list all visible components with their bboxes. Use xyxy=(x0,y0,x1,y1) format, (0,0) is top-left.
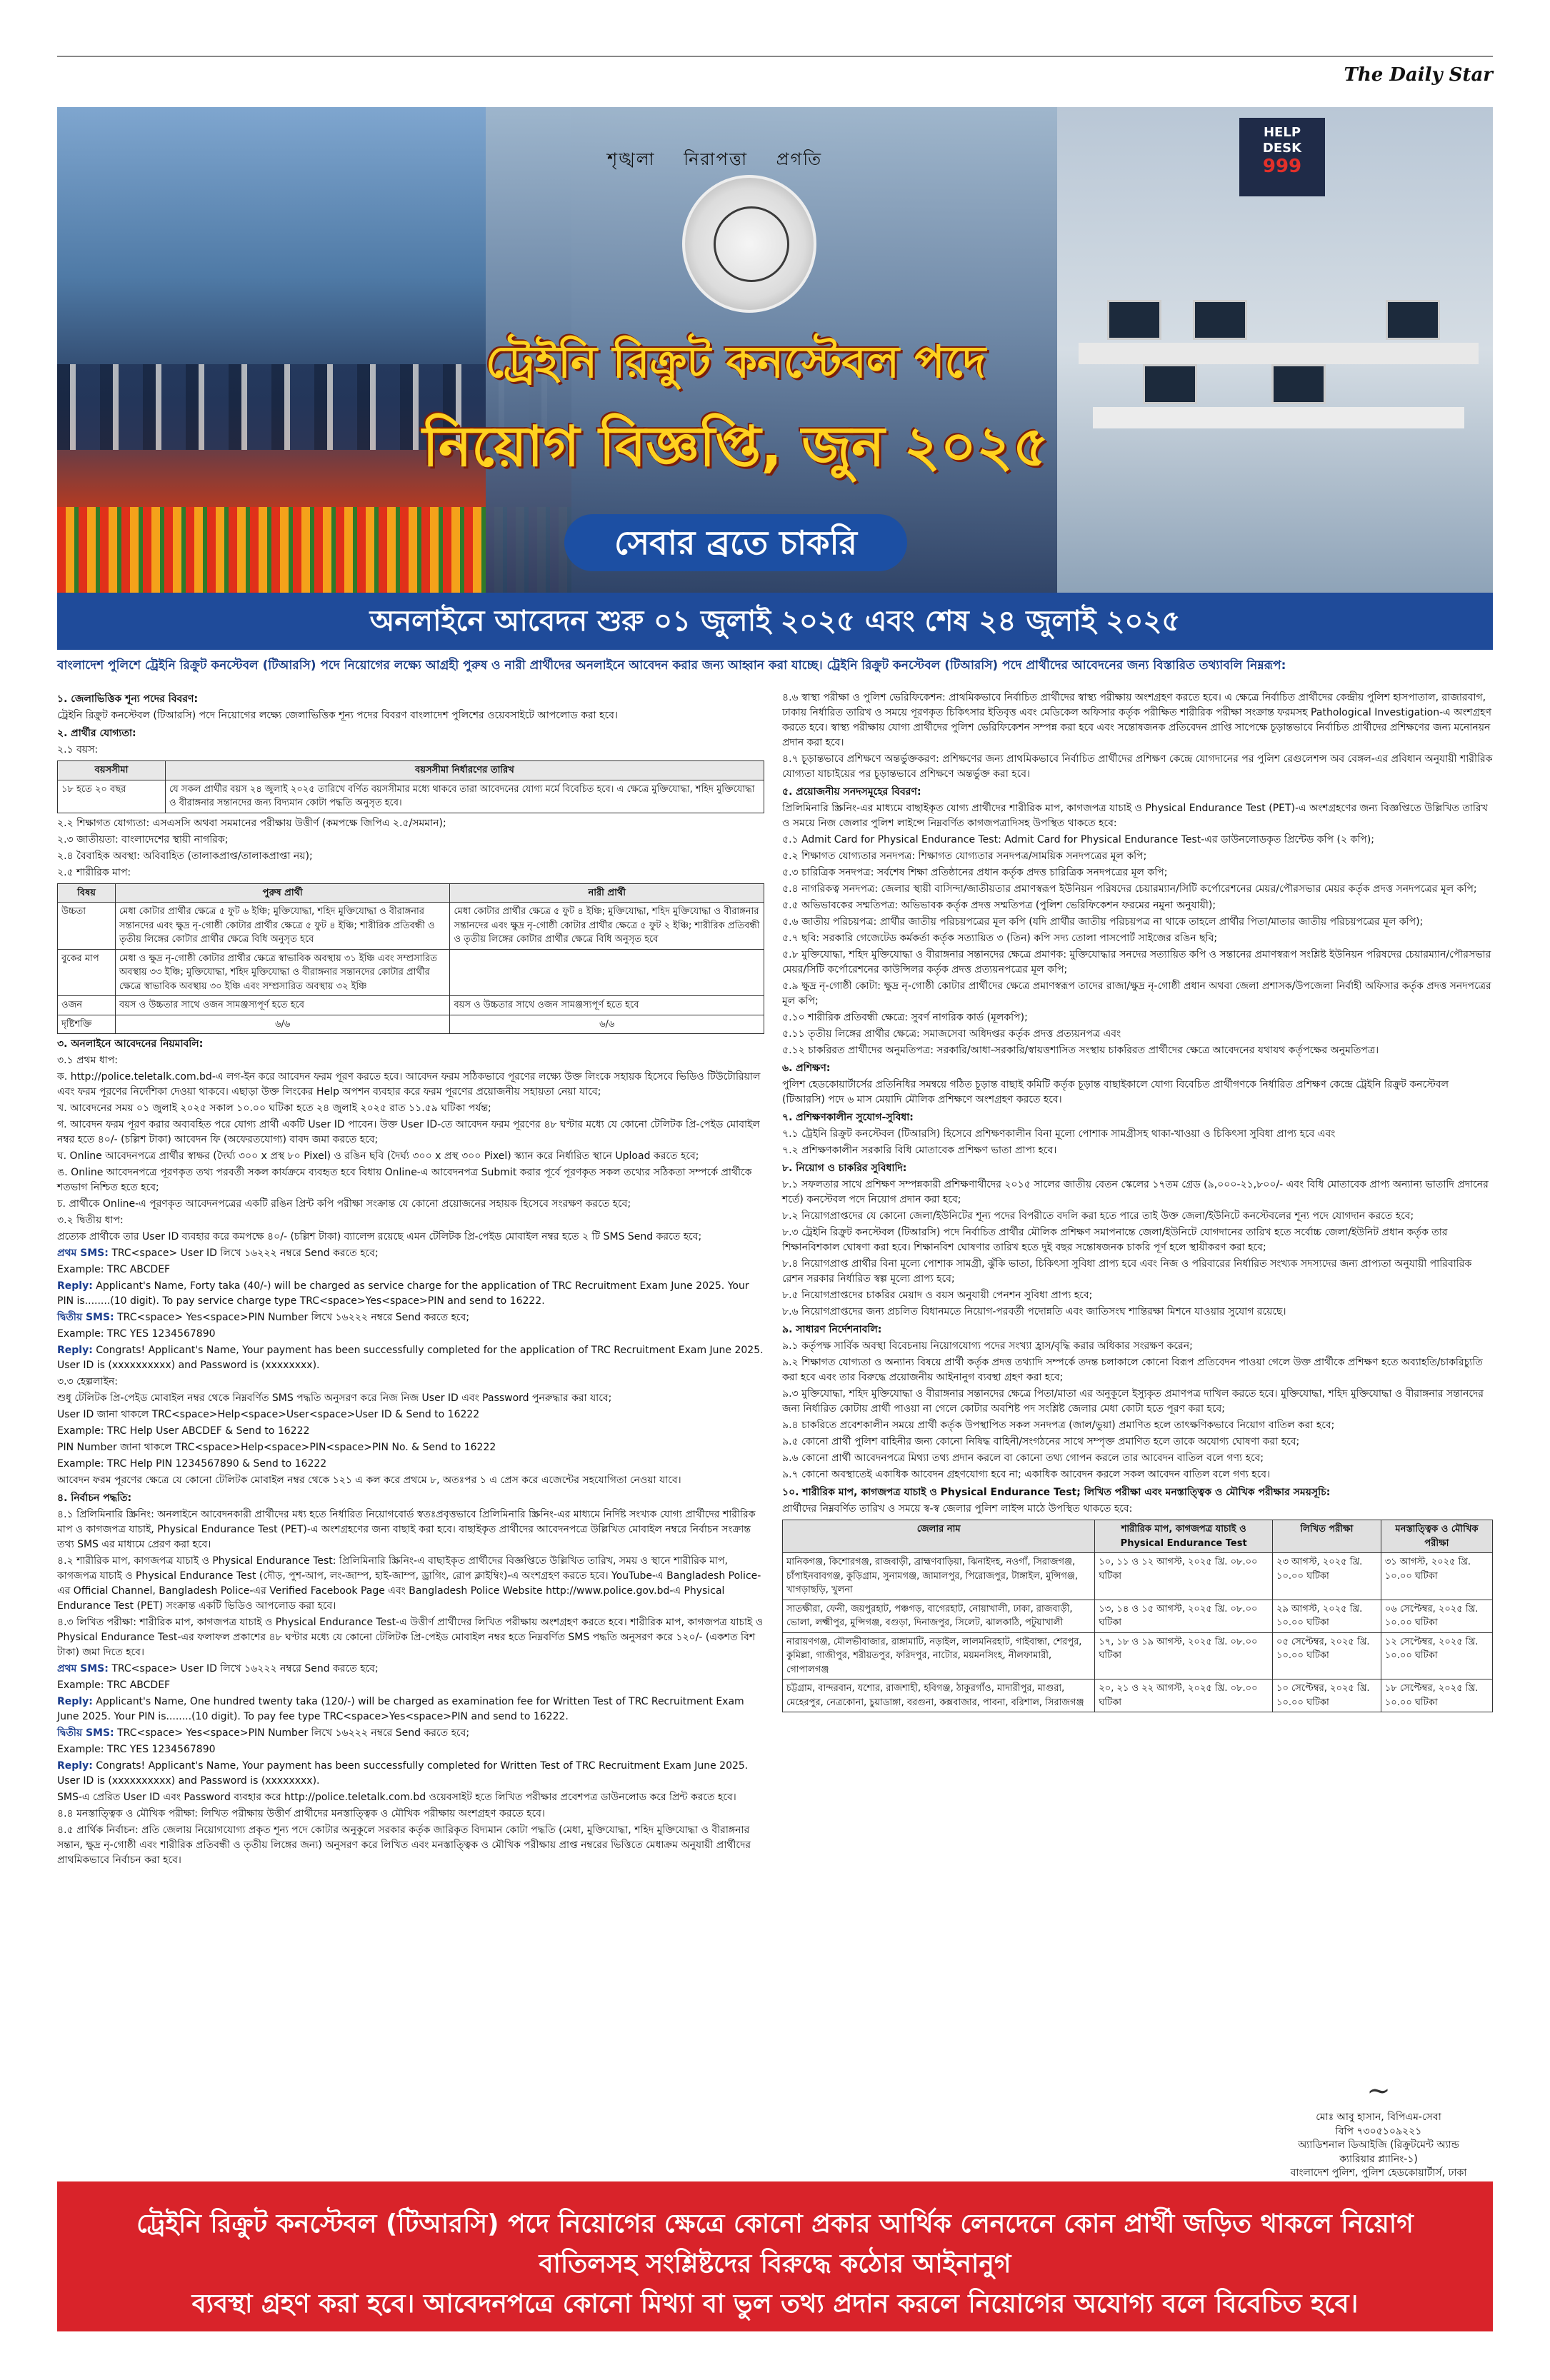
list-item: ৭.১ ট্রেইনি রিক্রুট কনস্টেবল (টিআরসি) হিসেবে প্রশিক্ষণকালীন বিনা মূল্যে পোশাক সামগ্রীসহ থাকা-খাওয়া ও চিকিৎসা সুবিধা প্রাপ্য হবে এবং xyxy=(782,1128,1336,1140)
list-item: ৫.১০ শারীরিক প্রতিবন্ধী ক্ষেত্রে: সুবর্ণ নাগরিক কার্ড (মূলকপি); xyxy=(782,1012,1028,1023)
paragraph: SMS-এ প্রেরিত User ID এবং Password ব্যবহার করে http://police.teletalk.com.bd ওয়েবসাইট হতে লিখিত পরীক্ষার প্রবেশপত্র ডাউনলোড করে প্রিন্ট করতে হবে। xyxy=(57,1792,736,1803)
table-header: মনস্তাত্ত্বিক ও মৌখিক পরীক্ষা xyxy=(1381,1520,1492,1553)
sms-text: TRC<space> Yes<space>PIN Number লিখে ১৬২২২ নম্বরে Send করতে হবে; xyxy=(117,1312,470,1323)
section-heading: ৬. প্রশিক্ষণ: xyxy=(782,1063,831,1074)
paragraph: ৩.৩ হেল্পলাইন: xyxy=(57,1376,118,1387)
reply-label: Reply: xyxy=(57,1760,93,1772)
section-heading: ৩. অনলাইনে আবেদনের নিয়মাবলি: xyxy=(57,1038,204,1050)
table-cell: ২৯ আগস্ট, ২০২৫ খ্রি. ১০.০০ ঘটিকা xyxy=(1273,1600,1381,1632)
section-heading: ৯. সাধারণ নির্দেশনাবলি: xyxy=(782,1324,882,1335)
paragraph: ৪.৪ মনস্তাত্ত্বিক ও মৌখিক পরীক্ষা: লিখিত পরীক্ষায় উত্তীর্ণ প্রার্থীদের মনস্তাত্ত্বিক ও মৌখিক পরীক্ষায় অংশগ্রহণ করতে হবে। xyxy=(57,1808,545,1819)
table-row xyxy=(783,1632,1493,1679)
sms-reply xyxy=(57,1759,764,1789)
table-cell: ০৬ সেপ্টেম্বর, ২০২৫ খ্রি. ১০.০০ ঘটিকা xyxy=(1381,1600,1492,1632)
table-header: বয়সসীমা xyxy=(58,761,166,780)
signatory-office: বাংলাদেশ পুলিশ, পুলিশ হেডকোয়ার্টার্স, ঢাকা xyxy=(1290,2167,1467,2179)
sms-label: প্রথম SMS: xyxy=(57,1247,109,1259)
sms-reply xyxy=(57,1343,764,1373)
paragraph: পুলিশ হেডকোয়ার্টার্সের প্রতিনিধির সমন্বয়ে গঠিত চূড়ান্ত বাছাই কমিটি কর্তৃক চূড়ান্ত বাছাইকালে যোগ্য বিবেচিত প্রার্থীগণকে নির্ধারিত প্রশিক্ষণ কেন্দ্রে ট্রেইনি রিক্রুট কনস্টেবল (টিআরসি) পদে ৬ মাস মেয়াদি মৌলিক প্রশিক্ষণে অংশগ্রহণ করতে হবে। xyxy=(782,1079,1449,1105)
sms-label: প্রথম SMS: xyxy=(57,1663,109,1674)
title-line-1: ট্রেইনি রিক্রুট কনস্টেবল পদে xyxy=(485,336,986,388)
paragraph: ৪.৭ চূড়ান্তভাবে প্রশিক্ষণে অন্তর্ভুক্তকরণ: প্রশিক্ষণের জন্য প্রাথমিকভাবে নির্বাচিত প্রার্থীদের প্রশিক্ষণ কেন্দ্রে যোগদানের পর পুলিশ রেগুলেশন্স অব বেঙ্গল-এর প্রবিধান অনুযায়ী শারীরিক যোগ্যতা যাচাইয়ের পর চূড়ান্তভাবে প্রশিক্ষণে অন্তর্ভুক্ত করা হবে। xyxy=(782,753,1493,780)
help-desk-sign xyxy=(1239,118,1325,196)
sms-text: TRC<space> User ID লিখে ১৬২২২ নম্বরে Send করতে হবে; xyxy=(111,1247,379,1259)
paragraph: ৪.৫ প্রার্থিক নির্বাচন: প্রতি জেলায় নিয়োগযোগ্য প্রকৃত শূন্য পদে কোটার অনুকূলে সরকার কর্তৃক জারিকৃত বিদ্যমান কোটা পদ্ধতি (মেধা, মুক্তিযোদ্ধা, শহিদ মুক্তিযোদ্ধা ও বীরাঙ্গনার সন্তান, ক্ষুদ্র নৃ-গোষ্ঠী এবং শারীরিক প্রতিবন্ধী ও তৃতীয় লিঙ্গের জন্য) অনুসরণ করে লিখিত এবং মনস্তাত্ত্বিক ও মৌখিক পরীক্ষায় প্রাপ্ত নম্বরের ভিত্তিতে মেধাক্রম অনুযায়ী প্রার্থীদের প্রাথমিকভাবে নির্বাচন করা হবে। xyxy=(57,1824,751,1866)
table-cell: মেধা কোটার প্রার্থীর ক্ষেত্রে ৫ ফুট ৪ ইঞ্চি; মুক্তিযোদ্ধা, শহিদ মুক্তিযোদ্ধা ও বীরাঙ্গনার সন্তানদের এবং ক্ষুদ্র নৃ-গোষ্ঠী কোটার প্রার্থীর ক্ষেত্রে ৫ ফুট ২ ইঞ্চি; শারীরিক প্রতিবন্ধী ও তৃতীয় লিঙ্গের কোটার প্রার্থীর ক্ষেত্রে বিধি অনুসৃত হবে xyxy=(450,903,764,950)
list-item: ৮.৩ ট্রেইনি রিক্রুট কনস্টেবল (টিআরসি) পদে নির্বাচিত প্রার্থীর মৌলিক প্রশিক্ষণ সমাপনান্তে জেলা/ইউনিটে যোগদানের তারিখ হতে সর্বোচ্চ জেলা/ইউনিট প্রধান কর্তৃক তার শিক্ষানবিশকাল ঘোষণা করা হবে। শিক্ষানবিশ ঘোষণার তারিখ হতে দুই বছর সন্তোষজনক চাকরি পূর্ণ হলে স্থায়ীকরণ করা হবে; xyxy=(782,1227,1448,1253)
table-header: বয়সসীমা নির্ধারণের তারিখ xyxy=(166,761,764,780)
sms-example: Example: TRC YES 1234567890 xyxy=(57,1744,216,1755)
table-row xyxy=(783,1553,1493,1600)
help-desk-line2: DESK xyxy=(1262,140,1302,156)
list-item: ৫.৭ ছবি: সরকারি গেজেটেড কর্মকর্তা কর্তৃক সত্যায়িত ৩ (তিন) কপি সদ্য তোলা পাসপোর্ট সাইজের রঙিন ছবি; xyxy=(782,933,1218,944)
list-item: ৫.৩ চারিত্রিক সনদপত্র: সর্বশেষ শিক্ষা প্রতিষ্ঠানের প্রধান কর্তৃক প্রদত্ত চারিত্রিক সনদপত্রের মূল কপি; xyxy=(782,867,1168,878)
table-header: নারী প্রার্থী xyxy=(450,883,764,903)
table-cell: চট্টগ্রাম, বান্দরবান, যশোর, রাজশাহী, হবিগঞ্জ, ঠাকুরগাঁও, মাদারীপুর, মাগুরা, মেহেরপুর, নেত্রকোনা, চুয়াডাঙ্গা, বরগুনা, কক্সবাজার, পাবনা, বরিশাল, সিরাজগঞ্জ xyxy=(783,1679,1095,1712)
table-cell xyxy=(450,949,764,996)
paragraph: প্রিলিমিনারি স্ক্রিনিং-এর মাধ্যমে বাছাইকৃত যোগ্য প্রার্থীদের শারীরিক মাপ, কাগজপত্র যাচাই ও Physical Endurance Test (PET)-এ অংশগ্রহণের জন্য বিজ্ঞপ্তিতে উল্লিখিত তারিখ ও সময়ে নিজ জেলার পুলিশ লাইন্সে নিম্নবর্ণিত কাগজপত্রাদিসহ উপস্থিত থাকতে হবে: xyxy=(782,803,1488,829)
list-item: ৫.১১ তৃতীয় লিঙ্গের প্রার্থীর ক্ষেত্রে: সমাজসেবা অধিদপ্তর কর্তৃক প্রদত্ত প্রত্যয়নপত্র এবং xyxy=(782,1028,1121,1040)
sms-label: দ্বিতীয় SMS: xyxy=(57,1727,114,1739)
table-cell: ১২ সেপ্টেম্বর, ২০২৫ খ্রি. ১০.০০ ঘটিকা xyxy=(1381,1632,1492,1679)
sms-text: TRC<space> User ID লিখে ১৬২২২ নম্বরে Send করতে হবে; xyxy=(111,1663,379,1674)
page-rule xyxy=(57,56,1493,57)
paragraph: ক. http://police.teletalk.com.bd-এ লগ-ইন করে আবেদন ফরম পূরণ করতে হবে। আবেদন ফরম সঠিকভাবে পূরণের লক্ষ্যে উক্ত লিংকে সহায়ক হিসেবে ভিডিও টিউটোরিয়াল এবং ফরম পূরণের নির্দেশিকা দেওয়া থাকবে। এছাড়া উক্ত লিংকের Help অপশন ব্যবহার করে ফরম পূরণের প্রয়োজনীয় সহায়তা নেয়া যাবে; xyxy=(57,1071,761,1098)
paragraph: ৪.৬ স্বাস্থ্য পরীক্ষা ও পুলিশ ভেরিফিকেশন: প্রাথমিকভাবে নির্বাচিত প্রার্থীদের স্বাস্থ্য পরীক্ষায় অংশগ্রহণ করতে হবে। এ ক্ষেত্রে নির্বাচিত প্রার্থীদের কেন্দ্রীয় পুলিশ হাসপাতাল, রাজারবাগ, ঢাকায় নির্ধারিত তারিখ ও সময়ে পূরণকৃত চিকিৎসার ইতিবৃত্ত এবং মেডিকেল অফিসার কর্তৃক পরীক্ষিত শারীরিক পরীক্ষা সংক্রান্ত ফরমসহ Pathological Investigation-এ অংশগ্রহণ করতে হবে। স্বাস্থ্য পরীক্ষায় যোগ্য প্রার্থীদের পুলিশ ভেরিফিকেশন সম্পন্ন করা হবে এবং সন্তোষজনক প্রতিবেদন প্রাপ্তি সাপেক্ষে চূড়ান্তভাবে নির্বাচিত প্রার্থীদের প্রশিক্ষণের জন্য মনোনয়ন প্রদান করা হবে। xyxy=(782,692,1491,748)
paragraph: User ID জানা থাকলে TRC<space>Help<space>User<space>User ID & Send to 16222 xyxy=(57,1409,480,1420)
paragraph: ৩.২ দ্বিতীয় ধাপ: xyxy=(57,1215,124,1226)
paragraph: ৪.২ শারীরিক মাপ, কাগজপত্র যাচাই ও Physical Endurance Test: প্রিলিমিনারি স্ক্রিনিং-এ বাছাইকৃত প্রার্থীদের বিজ্ঞপ্তিতে উল্লিখিত তারিখ, সময় ও স্থানে শারীরিক মাপ, কাগজপত্র যাচাই ও Physical Endurance Test (দৌড়, পুশ-আপ, লং-জাম্প, হাই-জাম্প, ড্রাগিং, রোপ ক্লাইম্বিং)-এ অংশগ্রহণ করতে হবে। YouTube-এ Bangladesh Police-এর Official Channel, Bangladesh Police-এর Verified Facebook Page এবং Bangladesh Police Website http://www.police.gov.bd-এ Physical Endurance Test (PET) সংক্রান্ত একটি ভিডিও আপলোড করা হবে। xyxy=(57,1555,761,1612)
paragraph: শুধু টেলিটক প্রি-পেইড মোবাইল নম্বর থেকে নিম্নবর্ণিত SMS পদ্ধতি অনুসরণ করে নিজ নিজ User ID এবং Password পুনরুদ্ধার করা যাবে; xyxy=(57,1392,612,1404)
paragraph: ২.৫ শারীরিক মাপ: xyxy=(57,866,131,878)
sms-instruction xyxy=(57,1246,764,1261)
table-cell: ওজন xyxy=(58,996,116,1015)
table-cell: বয়স ও উচ্চতার সাথে ওজন সামঞ্জস্যপূর্ণ হতে হবে xyxy=(450,996,764,1015)
table-cell: ১৮ সেপ্টেম্বর, ২০২৫ খ্রি. ১০.০০ ঘটিকা xyxy=(1381,1679,1492,1712)
signatory-id: বিপি ৭৩০৫১০৯২২১ xyxy=(1335,2125,1422,2137)
list-item: ৫.২ শিক্ষাগত যোগ্যতার সনদপত্র: শিক্ষাগত যোগ্যতার সনদপত্র/সাময়িক সনদপত্রের মূল কপি; xyxy=(782,850,1147,862)
paragraph: ২.৩ জাতীয়তা: বাংলাদেশের স্থায়ী নাগরিক; xyxy=(57,833,229,845)
list-item: ৯.৫ কোনো প্রার্থী পুলিশ বাহিনীর জন্য কোনো নিষিদ্ধ বাহিনী/সংগঠনের সাথে সম্পৃক্ত প্রমাণিত হলে তাকে অযোগ্য ঘোষণা করা হবে; xyxy=(782,1436,1300,1447)
sms-instruction xyxy=(57,1662,764,1677)
table-cell: মেধা ও ক্ষুদ্র নৃ-গোষ্ঠী কোটার প্রার্থীর ক্ষেত্রে স্বাভাবিক অবস্থায় ৩১ ইঞ্চি এবং সম্প্রসারিত অবস্থায় ৩৩ ইঞ্চি; মুক্তিযোদ্ধা, শহিদ মুক্তিযোদ্ধা ও বীরাঙ্গনার সন্তানদের কোটার প্রার্থীর ক্ষেত্রে স্বাভাবিক অবস্থায় ৩০ ইঞ্চি এবং সম্প্রসারিত অবস্থায় ৩২ ইঞ্চি xyxy=(116,949,450,996)
desk-row xyxy=(1093,407,1464,428)
list-item: ৫.৬ জাতীয় পরিচয়পত্র: প্রার্থীর জাতীয় পরিচয়পত্রের মূল কপি (যদি প্রার্থীর জাতীয় পরিচয়পত্র না থাকে তাহলে প্রার্থীর পিতা/মাতার জাতীয় পরিচয়পত্রের মূল কপি); xyxy=(782,916,1424,928)
table-cell: মেধা কোটার প্রার্থীর ক্ষেত্রে ৫ ফুট ৬ ইঞ্চি; মুক্তিযোদ্ধা, শহিদ মুক্তিযোদ্ধা ও বীরাঙ্গনার সন্তানদের এবং ক্ষুদ্র নৃ-গোষ্ঠী কোটার প্রার্থীর ক্ষেত্রে ৫ ফুট ৪ ইঞ্চি; শারীরিক প্রতিবন্ধী ও তৃতীয় লিঙ্গের কোটার প্রার্থীর ক্ষেত্রে বিধি অনুসৃত হবে xyxy=(116,903,450,950)
monitor-icon xyxy=(1271,364,1326,404)
table-cell: সাতক্ষীরা, ফেনী, জয়পুরহাট, পঞ্চগড়, বাগেরহাট, নোয়াখালী, ঢাকা, রাজবাড়ী, ভোলা, লক্ষ্মীপুর, মুন্সিগঞ্জ, বগুড়া, দিনাজপুর, সিলেট, ঝালকাঠি, পটুয়াখালী xyxy=(783,1600,1095,1632)
table-cell: দৃষ্টিশক্তি xyxy=(58,1015,116,1034)
paragraph: ট্রেইনি রিক্রুট কনস্টেবল (টিআরসি) পদে নিয়োগের লক্ষ্যে জেলাভিত্তিক শূন্য পদের বিবরণ বাংলাদেশ পুলিশের ওয়েবসাইটে আপলোড করা হবে। xyxy=(57,710,618,721)
list-item: ৭.২ প্রশিক্ষণকালীন সরকারি বিধি মোতাবেক প্রশিক্ষণ ভাতা প্রাপ্য হবে। xyxy=(782,1145,1057,1156)
table-cell: ২৩ আগস্ট, ২০২৫ খ্রি. ১০.০০ ঘটিকা xyxy=(1273,1553,1381,1600)
table-header: শারীরিক মাপ, কাগজপত্র যাচাই ও Physical Endurance Test xyxy=(1095,1520,1273,1553)
slogan-pill: সেবার ব্রতে চাকরি xyxy=(564,514,907,571)
paragraph: ঙ. Online আবেদনপত্রে পূরণকৃত তথ্য পরবর্তী সকল কার্যক্রমে ব্যবহৃত হবে বিধায় Online-এ আবেদনপত্র Submit করার পূর্বে পূরণকৃত সকল তথ্যের সঠিকতা সম্পর্কে প্রার্থীকে শতভাগ নিশ্চিত হতে হবে; xyxy=(57,1167,752,1193)
sms-reply xyxy=(57,1694,764,1724)
list-item: ৯.২ শিক্ষাগত যোগ্যতা ও অন্যান্য বিষয়ে প্রার্থী কর্তৃক প্রদত্ত তথ্যাদি সম্পর্কে তদন্ত চলাকালে কোনো বিরূপ প্রতিবেদন পাওয়া গেলে উক্ত প্রার্থীকে প্রশিক্ষণ হতে অব্যাহতি/চাকরিচ্যুতি করা হবে এবং তার বিরুদ্ধে প্রয়োজনীয় আইনানুগ ব্যবস্থা গ্রহণ করা হবে; xyxy=(782,1357,1483,1383)
age-table xyxy=(57,760,764,813)
application-dates-banner: অনলাইনে আবেদন শুরু ০১ জুলাই ২০২৫ এবং শেষ ২৪ জুলাই ২০২৫ xyxy=(57,593,1493,650)
table-row xyxy=(783,1679,1493,1712)
section-heading: ১০. শারীরিক মাপ, কাগজপত্র যাচাই ও Physical Endurance Test; লিখিত পরীক্ষা এবং মনস্তাত্ত্বিক ও মৌখিক পরীক্ষার সময়সূচি: xyxy=(782,1487,1331,1498)
section-heading: ৭. প্রশিক্ষণকালীন সুযোগ-সুবিধা: xyxy=(782,1112,914,1123)
paragraph: Example: TRC Help User ABCDEF & Send to 16222 xyxy=(57,1425,310,1437)
table-header: জেলার নাম xyxy=(783,1520,1095,1553)
list-item: ৫.৮ মুক্তিযোদ্ধা, শহিদ মুক্তিযোদ্ধা ও বীরাঙ্গনার সন্তানদের ক্ষেত্রে প্রমাণক: মুক্তিযোদ্ধার সনদের সত্যায়িত কপি ও সন্তানের প্রমাণস্বরূপ সংশ্লিষ্ট ইউনিয়ন পরিষদের চেয়ারম্যান/পৌরসভার মেয়র/সিটি কর্পোরেশনের কাউন্সিলর কর্তৃক প্রদত্ত প্রত্যয়নপত্রের মূল কপি; xyxy=(782,949,1491,975)
section-heading: ৫. প্রয়োজনীয় সনদসমূহের বিবরণ: xyxy=(782,786,921,798)
signature-mark: ~ xyxy=(1366,2074,1391,2107)
police-emblem-icon xyxy=(682,175,816,313)
list-item: ৫.৫ অভিভাবকের সম্মতিপত্র: অভিভাবক কর্তৃক প্রদত্ত সম্মতিপত্র (পুলিশ ভেরিফিকেশন ফরমের নমুনা অনুযায়ী); xyxy=(782,900,1216,911)
paragraph: ২.১ বয়স: xyxy=(57,744,99,755)
table-header: পুরুষ প্রার্থী xyxy=(116,883,450,903)
paragraph: ৩.১ প্রথম ধাপ: xyxy=(57,1055,118,1066)
monitor-icon xyxy=(1386,300,1440,340)
monitor-icon xyxy=(1193,300,1247,340)
paragraph: ২.২ শিক্ষাগত যোগ্যতা: এসএসসি অথবা সমমানের পরীক্ষায় উত্তীর্ণ (কমপক্ষে জিপিএ ২.৫/সমমান); xyxy=(57,817,446,829)
warning-line-2: ব্যবস্থা গ্রহণ করা হবে। আবেদনপত্রে কোনো মিথ্যা বা ভুল তথ্য প্রদান করলে নিয়োগের অযোগ্য বলে বিবেচিত হবে। xyxy=(191,2289,1359,2319)
left-column xyxy=(57,689,764,1869)
table-row xyxy=(783,1600,1493,1632)
list-item: ৯.১ কর্তৃপক্ষ সার্বিক অবস্থা বিবেচনায় নিয়োগযোগ্য পদের সংখ্যা হ্রাস/বৃদ্ধি করার অধিকার সংরক্ষণ করেন; xyxy=(782,1340,1193,1352)
sms-instruction xyxy=(57,1726,764,1741)
table-cell: ০৫ সেপ্টেম্বর, ২০২৫ খ্রি. ১০.০০ ঘটিকা xyxy=(1273,1632,1381,1679)
paragraph: আবেদন ফরম পূরণের ক্ষেত্রে যে কোনো টেলিটক মোবাইল নম্বর থেকে ১২১ এ কল করে প্রথমে ৮, অতঃপর ১ এ প্রেস করে এজেন্টের সহযোগিতা নেওয়া যাবে। xyxy=(57,1475,681,1486)
table-cell: বুকের মাপ xyxy=(58,949,116,996)
sms-example: Example: TRC ABCDEF xyxy=(57,1679,171,1691)
reply-text: Congrats! Applicant's Name, Your payment has been successfully completed for Written Test of TRC Recruitment Exam June 2025. User ID is (xxxxxxxxxx) and Password is (xxxxxxxx). xyxy=(57,1760,749,1787)
title-line-2: নিয়োগ বিজ্ঞপ্তি, জুন ২০২৫ xyxy=(422,415,1049,479)
table-cell: ১০, ১১ ও ১২ আগস্ট, ২০২৫ খ্রি. ০৮.০০ ঘটিকা xyxy=(1095,1553,1273,1600)
list-item: ৫.১ Admit Card for Physical Endurance Test: Admit Card for Physical Endurance Test-এর ডাউনলোডকৃত প্রিন্টেড কপি (২ কপি); xyxy=(782,834,1374,845)
sms-instruction xyxy=(57,1310,764,1325)
section-heading: ১. জেলাভিত্তিক শূন্য পদের বিবরণ: xyxy=(57,693,199,705)
help-desk-number: 999 xyxy=(1262,156,1302,178)
section-heading: ২. প্রার্থীর যোগ্যতা: xyxy=(57,728,136,739)
signatory-title: অ্যাডিশনাল ডিআইজি (রিক্রুটমেন্ট অ্যান্ড ক্যারিয়ার প্ল্যানিং-১) xyxy=(1298,2139,1459,2165)
intro-paragraph: বাংলাদেশ পুলিশে ট্রেইনি রিক্রুট কনস্টেবল (টিআরসি) পদে নিয়োগের লক্ষ্যে আগ্রহী পুরুষ ও নারী প্রার্থীদের অনলাইনে আবেদন করার জন্য আহ্বান করা যাচ্ছে। ট্রেইনি রিক্রুট কনস্টেবল (টিআরসি) পদে প্রার্থীদের আবেদনের জন্য বিস্তারিত তথ্যাবলি নিম্নরূপ: xyxy=(57,658,1286,673)
table-cell: বয়স ও উচ্চতার সাথে ওজন সামঞ্জস্যপূর্ণ হতে হবে xyxy=(116,996,450,1015)
reply-label: Reply: xyxy=(57,1280,93,1292)
table-cell: ১৭, ১৮ ও ১৯ আগস্ট, ২০২৫ খ্রি. ০৮.০০ ঘটিকা xyxy=(1095,1632,1273,1679)
sms-example: Example: TRC YES 1234567890 xyxy=(57,1328,216,1340)
table-cell: ২০, ২১ ও ২২ আগস্ট, ২০২৫ খ্রি. ০৮.০০ ঘটিকা xyxy=(1095,1679,1273,1712)
list-item: ৯.৭ কোনো অবস্থাতেই একাধিক আবেদন গ্রহণযোগ্য হবে না; একাধিক আবেদন করলে সকল আবেদন বাতিল বলে গণ্য হবে। xyxy=(782,1469,1271,1480)
sms-text: TRC<space> Yes<space>PIN Number লিখে ১৬২২২ নম্বরে Send করতে হবে; xyxy=(117,1727,470,1739)
paragraph: ৪.১ প্রিলিমিনারি স্ক্রিনিং: অনলাইনে আবেদনকারী প্রার্থীদের মধ্য হতে নির্ধারিত নিয়োগবোর্ড স্বতঃপ্রবৃত্তভাবে প্রিলিমিনারি স্ক্রিনিং-এর মাধ্যমে নির্দিষ্ট সংখ্যক যোগ্য প্রার্থীদের শারীরিক মাপ ও কাগজপত্র যাচাই, Physical Endurance Test (PET)-এ অংশগ্রহণের জন্য বাছাই করা হবে। বাছাইকৃত প্রার্থীদের আবেদনপত্রে উল্লিখিত মোবাইল নম্বরে নির্বাচন সংক্রান্ত তথ্য SMS এর মাধ্যমে প্রেরণ করা হবে। xyxy=(57,1509,756,1550)
paragraph: PIN Number জানা থাকলে TRC<space>Help<space>PIN<space>PIN No. & Send to 16222 xyxy=(57,1442,496,1453)
sms-label: দ্বিতীয় SMS: xyxy=(57,1312,114,1323)
signature-block xyxy=(1286,2071,1471,2181)
warning-line-1: ট্রেইনি রিক্রুট কনস্টেবল (টিআরসি) পদে নিয়োগের ক্ষেত্রে কোনো প্রকার আর্থিক লেনদেনে কোন প্রার্থী জড়িত থাকলে নিয়োগ বাতিলসহ সংশ্লিষ্টদের বিরুদ্ধে কঠোর আইনানুগ xyxy=(136,2209,1414,2279)
table-cell: ১০ সেপ্টেম্বর, ২০২৫ খ্রি. ১০.০০ ঘটিকা xyxy=(1273,1679,1381,1712)
right-column xyxy=(782,689,1493,1715)
list-item: ৫.৯ ক্ষুদ্র নৃ-গোষ্ঠী কোটা: ক্ষুদ্র নৃ-গোষ্ঠী কোটার প্রার্থীদের ক্ষেত্রে প্রমাণস্বরূপ তাদের রাজা/ক্ষুদ্র নৃ-গোষ্ঠী প্রধান অথবা জেলা প্রশাসক/উপজেলা নির্বাহী অফিসার কর্তৃক প্রদত্ত সনদপত্রের মূল কপি; xyxy=(782,980,1491,1007)
table-header: বিষয় xyxy=(58,883,116,903)
table-cell: উচ্চতা xyxy=(58,903,116,950)
paragraph: খ. আবেদনের সময় ০১ জুলাই ২০২৫ সকাল ১০.০০ ঘটিকা হতে ২৪ জুলাই ২০২৫ রাত ১১.৫৯ ঘটিকা পর্যন্ত; xyxy=(57,1103,491,1114)
warning-banner xyxy=(57,2181,1493,2331)
table-cell: ১৩, ১৪ ও ১৫ আগস্ট, ২০২৫ খ্রি. ০৮.০০ ঘটিকা xyxy=(1095,1600,1273,1632)
reply-text: Applicant's Name, Forty taka (40/-) will be charged as service charge for the application of TRC Recruitment Exam June 2025. Your PIN is........(10 digit). To pay service charge type TRC<space>Yes<space>PIN and send to 16222. xyxy=(57,1280,749,1307)
paragraph: প্রত্যেক প্রার্থীকে তার User ID ব্যবহার করে কমপক্ষে ৪০/- (চল্লিশ টাকা) ব্যালেন্স রয়েছে এমন টেলিটক প্রি-পেইড মোবাইল নম্বর হতে ২ টি SMS Send করতে হবে; xyxy=(57,1231,702,1242)
table-cell: মানিকগঞ্জ, কিশোরগঞ্জ, রাজবাড়ী, ব্রাহ্মণবাড়িয়া, ঝিনাইদহ, নওগাঁ, সিরাজগঞ্জ, চাঁপাইনবাবগঞ্জ, কুড়িগ্রাম, সুনামগঞ্জ, জামালপুর, পিরোজপুর, টাঙ্গাইল, মুন্সিগঞ্জ, খাগড়াছড়ি, খুলনা xyxy=(783,1553,1095,1600)
table-header: লিখিত পরীক্ষা xyxy=(1273,1520,1381,1553)
table-cell: ১৮ হতে ২০ বছর xyxy=(58,780,166,813)
reply-label: Reply: xyxy=(57,1696,93,1707)
sms-reply xyxy=(57,1279,764,1309)
list-item: ৫.১২ চাকরিরত প্রার্থীদের অনুমতিপত্র: সরকারি/আধা-সরকারি/স্বায়ত্তশাসিত সংস্থায় চাকরিরত প্রার্থীদের ক্ষেত্রে আবেদনের যথাযথ কর্তৃপক্ষের অনুমতিপত্র। xyxy=(782,1045,1379,1056)
table-cell: ৩১ আগস্ট, ২০২৫ খ্রি. ১০.০০ ঘটিকা xyxy=(1381,1553,1492,1600)
desk-row xyxy=(1079,343,1479,364)
list-item: ৫.৪ নাগরিকত্ব সনদপত্র: জেলার স্থায়ী বাসিন্দা/জাতীয়তার প্রমাণস্বরূপ ইউনিয়ন পরিষদের চেয়ারম্যান/সিটি কর্পোরেশনের মেয়র/পৌরসভার মেয়র কর্তৃক প্রদত্ত সনদপত্রের মূল কপি; xyxy=(782,883,1477,895)
list-item: ৮.৪ নিয়োগপ্রাপ্ত প্রার্থীর বিনা মূল্যে পোশাক সামগ্রী, ঝুঁকি ভাতা, চিকিৎসা সুবিধা প্রাপ্য হবে এবং নিজ ও পরিবারের নির্ধারিত সংখ্যক সদস্যদের জন্য প্রাপ্যতা অনুযায়ী পারিবারিক রেশন সরকার নির্ধারিত স্বল্প মূল্যে প্রাপ্য হবে; xyxy=(782,1258,1472,1285)
list-item: ৯.৩ মুক্তিযোদ্ধা, শহিদ মুক্তিযোদ্ধা ও বীরাঙ্গনার সন্তানদের ক্ষেত্রে পিতা/মাতা এর অনুকূলে ইস্যুকৃত প্রমাণপত্র দাখিল করতে হবে। মুক্তিযোদ্ধা, শহিদ মুক্তিযোদ্ধা ও বীরাঙ্গনার সন্তানদের জন্য নির্ধারিত কোটায় প্রার্থী পাওয়া না গেলে কোটার অবশিষ্ট পদ সংশ্লিষ্ট জেলার মেধা কোটা হতে পূরণ করা হবে; xyxy=(782,1388,1484,1415)
signatory-name: মোঃ আবু হাসান, বিপিএম-সেবা xyxy=(1316,2112,1441,2123)
table-cell: ৬/৬ xyxy=(450,1015,764,1034)
table-cell: ৬/৬ xyxy=(116,1015,450,1034)
police-motto: শৃঙ্খলা নিরাপত্তা প্রগতি xyxy=(607,149,823,169)
paragraph: Example: TRC Help PIN 1234567890 & Send to 16222 xyxy=(57,1458,327,1470)
list-item: ৮.৫ নিয়োগপ্রাপ্তদের চাকরির মেয়াদ ও বয়স অনুযায়ী পেনশন সুবিধা প্রাপ্য হবে; xyxy=(782,1290,1093,1301)
list-item: ৯.৬ কোনো প্রার্থী আবেদনপত্রে মিথ্যা তথ্য প্রদান করলে বা কোনো তথ্য গোপন করলে তার আবেদন বাতিল বলে গণ্য হবে; xyxy=(782,1452,1264,1464)
reply-text: Applicant's Name, One hundred twenty taka (120/-) will be charged as examination fee for Written Test of TRC Recruitment Exam June 2025. Your PIN is........(10 digit). To pay fee type TRC<space>Yes<space>PIN and send to 16222. xyxy=(57,1696,744,1722)
reply-text: Congrats! Applicant's Name, Your payment has been successfully completed for the application of TRC Recruitment Exam June 2025. User ID is (xxxxxxxxxx) and Password is (xxxxxxxx). xyxy=(57,1345,764,1371)
paragraph: ৪.৩ লিখিত পরীক্ষা: শারীরিক মাপ, কাগজপত্র যাচাই ও Physical Endurance Test-এ উত্তীর্ণ প্রার্থীদের লিখিত পরীক্ষায় অংশগ্রহণ করতে হবে। শারীরিক মাপ, কাগজপত্র যাচাই ও Physical Endurance Test-এর ফলাফল প্রকাশের ৪৮ ঘণ্টার মধ্যে যে কোনো টেলিটক প্রি-পেইড মোবাইল নম্বর হতে নিম্নবর্ণিত SMS পদ্ধতি অনুসরণ করে ১২০/- (একশত বিশ টাকা) জমা দিতে হবে। xyxy=(57,1617,764,1658)
list-item: ৮.২ নিয়োগপ্রাপ্তদের যে কোনো জেলা/ইউনিটের শূন্য পদের বিপরীতে বদলি করা হতে পারে তাই উক্ত জেলা/ইউনিটে কনস্টেবলের শূন্য পদে যোগদান করতে হবে; xyxy=(782,1210,1414,1222)
list-item: ৮.৬ নিয়োগপ্রাপ্তদের জন্য প্রচলিত বিধানমতে নিয়োগ-পরবর্তী পদোন্নতি এবং জাতিসংঘ শান্তিরক্ষা মিশনে যাওয়ার সুযোগ রয়েছে। xyxy=(782,1306,1286,1317)
table-cell: যে সকল প্রার্থীর বয়স ২৪ জুলাই ২০২৫ তারিখে বর্ণিত বয়সসীমার মধ্যে থাকবে তারা আবেদনের যোগ্য মর্মে বিবেচিত হবে। এ ক্ষেত্রে মুক্তিযোদ্ধা, শহিদ মুক্তিযোদ্ধা ও বীরাঙ্গনার সন্তানদের জন্য বিদ্যমান কোটা পদ্ধতি অনুসৃত হবে। xyxy=(166,780,764,813)
list-item: ৮.১ সফলতার সাথে প্রশিক্ষণ সম্পন্নকারী প্রশিক্ষণার্থীদের ২০১৫ সালের জাতীয় বেতন স্কেলের ১৭তম গ্রেড (৯,০০০-২১,৮০০/- এবং বিধি মোতাবেক প্রাপ্য অন্যান্য ভাতাদি প্রদানের শর্তে) কনস্টেবল পদে নিয়োগ প্রদান করা হবে; xyxy=(782,1179,1489,1205)
table-cell: নারায়ণগঞ্জ, মৌলভীবাজার, রাঙ্গামাটি, নড়াইল, লালমনিরহাট, গাইবান্ধা, শেরপুর, কুমিল্লা, গাজীপুর, শরীয়তপুর, ফরিদপুর, নাটোর, ময়মনসিংহ, নীলফামারী, গোপালগঞ্জ xyxy=(783,1632,1095,1679)
section-heading: ৪. নির্বাচন পদ্ধতি: xyxy=(57,1492,132,1504)
exam-schedule-table xyxy=(782,1520,1493,1712)
monitor-icon xyxy=(1143,364,1197,404)
paragraph: চ. প্রার্থীকে Online-এ পূরণকৃত আবেদনপত্রের একটি রঙিন প্রিন্ট কপি পরীক্ষা সংক্রান্ত যে কোনো প্রয়োজনের সহায়ক হিসেবে সংরক্ষণ করতে হবে; xyxy=(57,1198,631,1210)
reply-label: Reply: xyxy=(57,1345,93,1356)
physical-requirements-table xyxy=(57,883,764,1035)
newspaper-name: The Daily Star xyxy=(1344,64,1493,86)
section-heading: ৮. নিয়োগ ও চাকরির সুবিধাদি: xyxy=(782,1163,907,1174)
sms-example: Example: TRC ABCDEF xyxy=(57,1264,171,1275)
list-item: ৯.৪ চাকরিতে প্রবেশকালীন সময়ে প্রার্থী কর্তৃক উপস্থাপিত সকল সনদপত্র (জাল/ভুয়া) প্রমাণিত হলে তাৎক্ষণিকভাবে নিয়োগ বাতিল করা হবে; xyxy=(782,1420,1335,1431)
paragraph: ঘ. Online আবেদনপত্রে প্রার্থীর স্বাক্ষর (দৈর্ঘ্য ৩০০ x প্রস্থ ৮০ Pixel) ও রঙিন ছবি (দৈর্ঘ্য ৩০০ x প্রস্থ ৩০০ Pixel) স্ক্যান করে নির্ধারিত স্থানে Upload করতে হবে; xyxy=(57,1150,699,1162)
paragraph: প্রার্থীদের নিম্নবর্ণিত তারিখ ও সময়ে স্ব-স্ব জেলার পুলিশ লাইন্স মাঠে উপস্থিত থাকতে হবে: xyxy=(782,1503,1133,1515)
monitor-icon xyxy=(1107,300,1161,340)
paragraph: গ. আবেদন ফরম পূরণ করার অব্যবহিত পরে যোগ্য প্রার্থী একটি User ID পাবেন। উক্ত User ID-তে আবেদন ফরম পূরণের ৪৮ ঘণ্টার মধ্যে যে কোনো টেলিটক প্রি-পেইড মোবাইল নম্বর হতে ৪০/- (চল্লিশ টাকা) আবেদন ফি (অফেরতযোগ্য) বাবদ জমা করতে হবে; xyxy=(57,1119,760,1145)
help-desk-line1: HELP xyxy=(1263,125,1301,140)
paragraph: ২.৪ বৈবাহিক অবস্থা: অবিবাহিত (তালাকপ্রাপ্ত/তালাকপ্রাপ্তা নয়); xyxy=(57,850,313,862)
